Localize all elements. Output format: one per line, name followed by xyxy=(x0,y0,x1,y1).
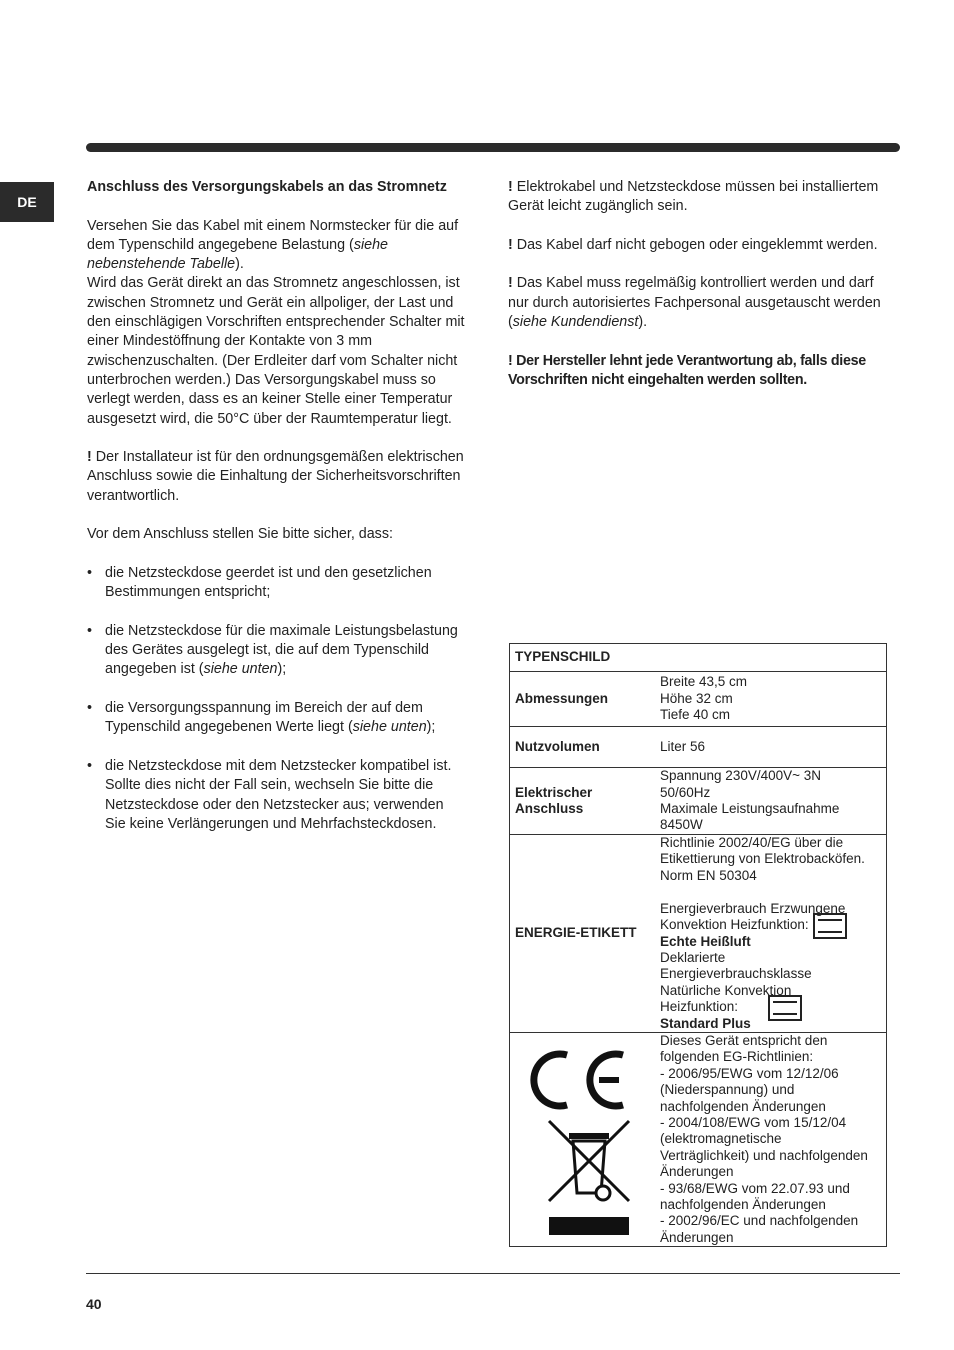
liability-note: ! Der Hersteller lehnt jede Verantwortung ab, falls diese Vorschriften nicht eingehalten werden sollten. xyxy=(508,352,866,388)
right-column xyxy=(508,178,890,410)
warning-note: ! Das Kabel muss regelmäßig kontrolliert werden und darf nur durch autorisiertes Fachpersonal ausgetauscht werden (siehe Kundendienst). xyxy=(508,275,881,331)
section-heading: Anschluss des Versorgungskabels an das Stromnetz xyxy=(87,179,447,195)
paragraph-plug: Versehen Sie das Kabel mit einem Normstecker für die auf dem Typenschild angegebene Belastung (siehe nebenstehende Tabelle). Wird das Gerät direkt an das Stromnetz angeschlossen, ist zwischen Stromnetz und Gerät ein allpoliger, der Last und den einschlägigen Vorschriften entsprechender Schalter mit einer Mindestöffnung der Kontakte von 3 mm zwischenzuschalten. (Der Erdleiter darf vom Schalter nicht unterbrochen werden.) Das Versorgungskabel muss so verlegt werden, dass es an keiner Stelle einer Temperatur ausgesetzt wird, die 50°C über der Raumtemperatur liegt. xyxy=(87,217,465,427)
oven-conventional-icon xyxy=(768,995,802,1021)
table-row xyxy=(510,727,887,768)
warning-note: ! Das Kabel darf nicht gebogen oder eingeklemmt werden. xyxy=(508,236,878,253)
dimensions-value: Breite 43,5 cm Höhe 32 cm Tiefe 40 cm xyxy=(655,672,887,727)
energy-label: ENERGIE-ETIKETT xyxy=(510,835,656,1033)
dimensions-label: Abmessungen xyxy=(510,672,656,727)
list-item: • die Netzsteckdose für die maximale Leistungsbelastung des Gerätes ausgelegt ist, die auf dem Typenschild angegeben ist (siehe unten); xyxy=(87,622,467,680)
directives-value: Dieses Gerät entspricht den folgenden EG-Richtlinien: - 2006/95/EWG vom 12/12/06 (Niederspannung) und nachfolgenden Änderungen - 2004/108/EWG vom 15/12/04 (elektromagnetische Verträglichkeit) und nachfolgenden Änderungen - 93/68/EWG vom 22.07.93 und nachfolgenden Änderungen - 2002/96/EC und nachfolgenden Änderungen xyxy=(655,1033,887,1247)
left-column xyxy=(87,178,467,853)
language-tab: DE xyxy=(0,182,54,222)
oven-fan-icon xyxy=(813,913,847,939)
list-item: • die Netzsteckdose geerdet ist und den gesetzlichen Bestimmungen entspricht; xyxy=(87,564,467,603)
list-item: • die Versorgungsspannung im Bereich der auf dem Typenschild angegebenen Werte liegt (siehe unten); xyxy=(87,699,467,738)
table-row xyxy=(510,672,887,727)
electrical-value: Spannung 230V/400V~ 3N 50/60Hz Maximale Leistungsaufnahme 8450W xyxy=(655,768,887,835)
table-row xyxy=(510,1033,887,1247)
list-item: • die Netzsteckdose mit dem Netzstecker kompatibel ist. Sollte dies nicht der Fall sein, wechseln Sie bitte die Netzsteckdose oder den Netzstecker aus; verwenden Sie keine Verlängerungen und Mehrfachsteckdosen. xyxy=(87,757,467,834)
compliance-logos xyxy=(510,1033,656,1247)
rating-plate-table xyxy=(509,643,887,1247)
installer-note: ! Der Installateur ist für den ordnungsgemäßen elektrischen Anschluss sowie die Einhaltung der Sicherheitsvorschriften verantwortlich. xyxy=(87,449,464,504)
volume-value: Liter 56 xyxy=(655,727,887,768)
ce-mark-icon xyxy=(513,1037,653,1237)
footer-rule xyxy=(86,1273,900,1274)
table-row xyxy=(510,644,887,672)
electrical-label: Elektrischer Anschluss xyxy=(510,768,656,835)
table-row xyxy=(510,768,887,835)
warning-note: ! Elektrokabel und Netzsteckdose müssen bei installiertem Gerät leicht zugänglich sein. xyxy=(508,179,879,215)
warning-mark: ! xyxy=(87,449,92,466)
checklist xyxy=(87,564,467,834)
checklist-intro: Vor dem Anschluss stellen Sie bitte sicher, dass: xyxy=(87,526,393,543)
header-rule xyxy=(86,143,900,152)
volume-label: Nutzvolumen xyxy=(510,727,656,768)
page-number: 40 xyxy=(86,1296,102,1312)
energy-value: Richtlinie 2002/40/EG über die Etikettierung von Elektrobacköfen. Norm EN 50304 Energieverbrauch Erzwungene Konvektion Heizfunktion: Echte Heißluft Deklarierte Energieverbrauchsklasse Natürliche Konvektion Heizfunktion: Standard Plus xyxy=(655,835,887,1033)
weee-bin-icon xyxy=(549,1121,629,1235)
table-row xyxy=(510,835,887,1033)
table-title: TYPENSCHILD xyxy=(510,644,887,672)
